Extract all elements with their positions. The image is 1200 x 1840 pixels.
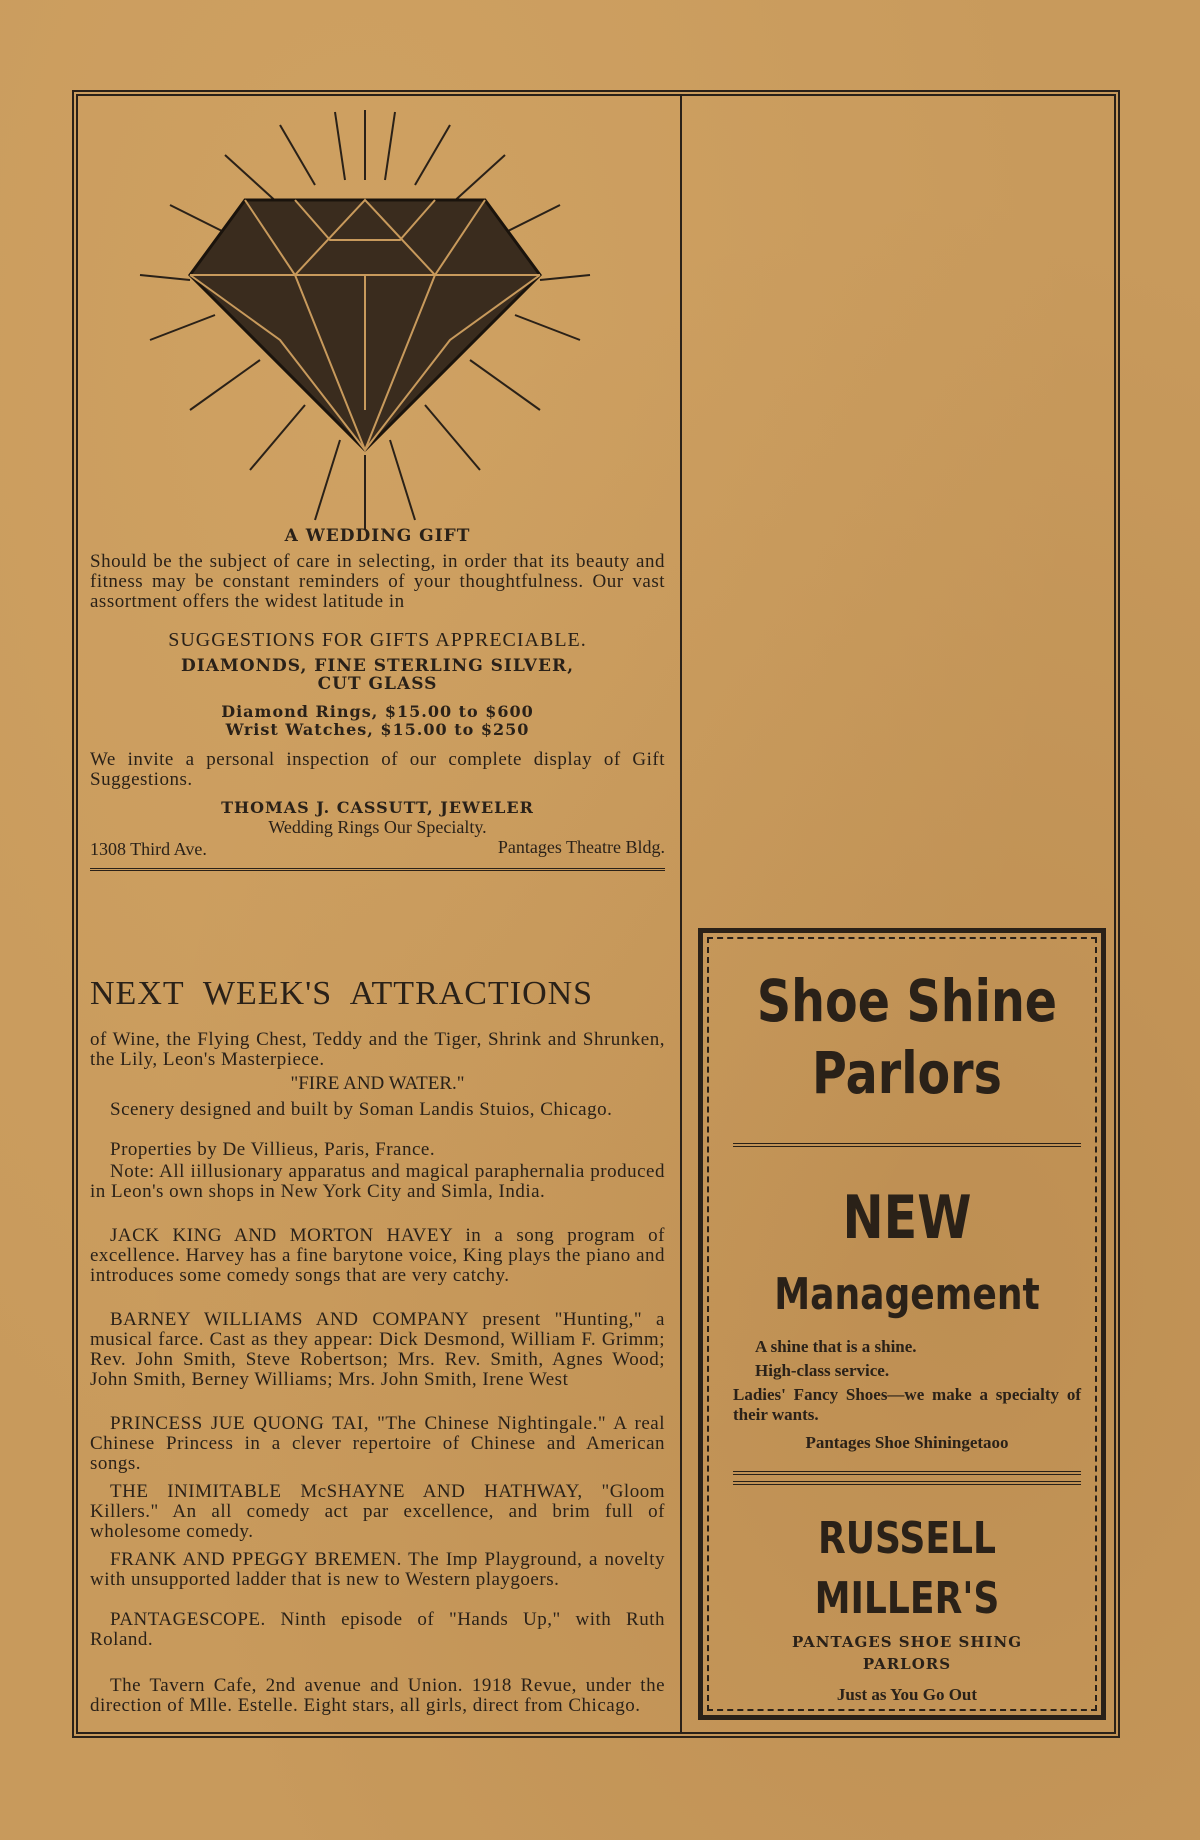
pantages-line: Pantages Shoe Shiningetaoo — [805, 1433, 1009, 1452]
bremen-act: FRANK AND PPEGGY BREMEN. The Imp Playground, a novelty with unsupported ladder that is new to Western playgoers. — [90, 1549, 665, 1590]
miller-label: MILLER'S — [814, 1573, 1000, 1624]
pantagescope: PANTAGESCOPE. Ninth episode of "Hands Up," with Ruth Roland. — [90, 1609, 665, 1650]
attractions-intro: of Wine, the Flying Chest, Teddy and the Tiger, Shrink and Shrunken, the Lily, Leon's Masterpiece. — [90, 1029, 665, 1070]
shoe-shine-ad — [698, 928, 1106, 1720]
attractions-heading: NEXT WEEK'S ATTRACTIONS — [90, 975, 594, 1012]
fire-and-water: "FIRE AND WATER." — [290, 1073, 465, 1094]
ad-rule — [90, 868, 665, 871]
shine-line: A shine that is a shine. — [755, 1337, 917, 1356]
wedding-body: Should be the subject of care in selecting, in order that its beauty and fitness may be constant reminders of your thoughtfulness. Our vast assortment offers the widest latitude in — [90, 551, 665, 612]
invite-text: We invite a personal inspection of our complete display of Gift Suggestions. — [90, 749, 665, 790]
shoe-shine-title: Shoe Shine — [756, 967, 1058, 1035]
price-rings: Diamond Rings, $15.00 to $600 — [221, 702, 534, 721]
parlors-title: Parlors — [812, 1039, 1002, 1107]
mcshayne-act: THE INIMITABLE McSHAYNE AND HATHWAY, "Gloom Killers." An all comedy act par excellence, and brim full of wholesome comedy. — [90, 1481, 665, 1542]
address: 1308 Third Ave. — [90, 839, 207, 859]
princess-act: PRINCESS JUE QUONG TAI, "The Chinese Nightingale." A real Chinese Princess in a clever repertoire of Chinese and American songs. — [90, 1413, 665, 1474]
ad-rule-top — [733, 1143, 1081, 1147]
column-divider — [680, 96, 682, 1732]
tavern-cafe: The Tavern Cafe, 2nd avenue and Union. 1918 Revue, under the direction of Mlle. Estelle. Eight stars, all girls, direct from Chicago. — [90, 1675, 665, 1716]
management-label: Management — [774, 1269, 1040, 1320]
russell-label: RUSSELL — [817, 1513, 997, 1564]
properties-credit: Properties by De Villieus, Paris, France. — [110, 1139, 436, 1160]
ad-rule-mid — [733, 1471, 1081, 1475]
tagline: Just as You Go Out — [836, 1685, 978, 1704]
note-text: Note: All iillusionary apparatus and magical paraphernalia produced in Leon's own shops in New York City and Simla, India. — [90, 1161, 665, 1202]
wedding-title: A WEDDING GIFT — [284, 526, 471, 546]
service-line: High-class service. — [755, 1361, 890, 1380]
parlors-line-1: PANTAGES SHOE SHING — [791, 1633, 1023, 1651]
ad-rule-mid-2 — [733, 1481, 1081, 1485]
diamond-icon — [130, 110, 600, 530]
items-line-1: DIAMONDS, FINE STERLING SILVER, — [181, 656, 574, 676]
building: Pantages Theatre Bldg. — [497, 837, 665, 857]
items-line-2: CUT GLASS — [317, 674, 438, 694]
jack-king-act: JACK KING AND MORTON HAVEY in a song program of excellence. Harvey has a fine barytone voice, King plays the piano and introduces some comedy songs that are very catchy. — [90, 1225, 665, 1286]
specialty-line: Wedding Rings Our Specialty. — [268, 817, 487, 837]
new-label: NEW — [842, 1183, 972, 1253]
jeweler-name: THOMAS J. CASSUTT, JEWELER — [221, 798, 534, 817]
scenery-credit: Scenery designed and built by Soman Landis Stuios, Chicago. — [110, 1099, 613, 1120]
price-watches: Wrist Watches, $15.00 to $250 — [225, 720, 530, 739]
suggestions-line: SUGGESTIONS FOR GIFTS APPRECIABLE. — [168, 629, 587, 651]
parlors-line-2: PARLORS — [862, 1655, 952, 1673]
ladies-line: Ladies' Fancy Shoes—we make a specialty of their wants. — [733, 1385, 1081, 1424]
barney-williams-act: BARNEY WILLIAMS AND COMPANY present "Hunting," a musical farce. Cast as they appear: Dick Desmond, William F. Grimm; Rev. John Smith, Steve Robertson; Mrs. Rev. Smith, Agnes Wood; John Smith, Berney Williams; Mrs. John Smith, Irene West — [90, 1309, 665, 1390]
